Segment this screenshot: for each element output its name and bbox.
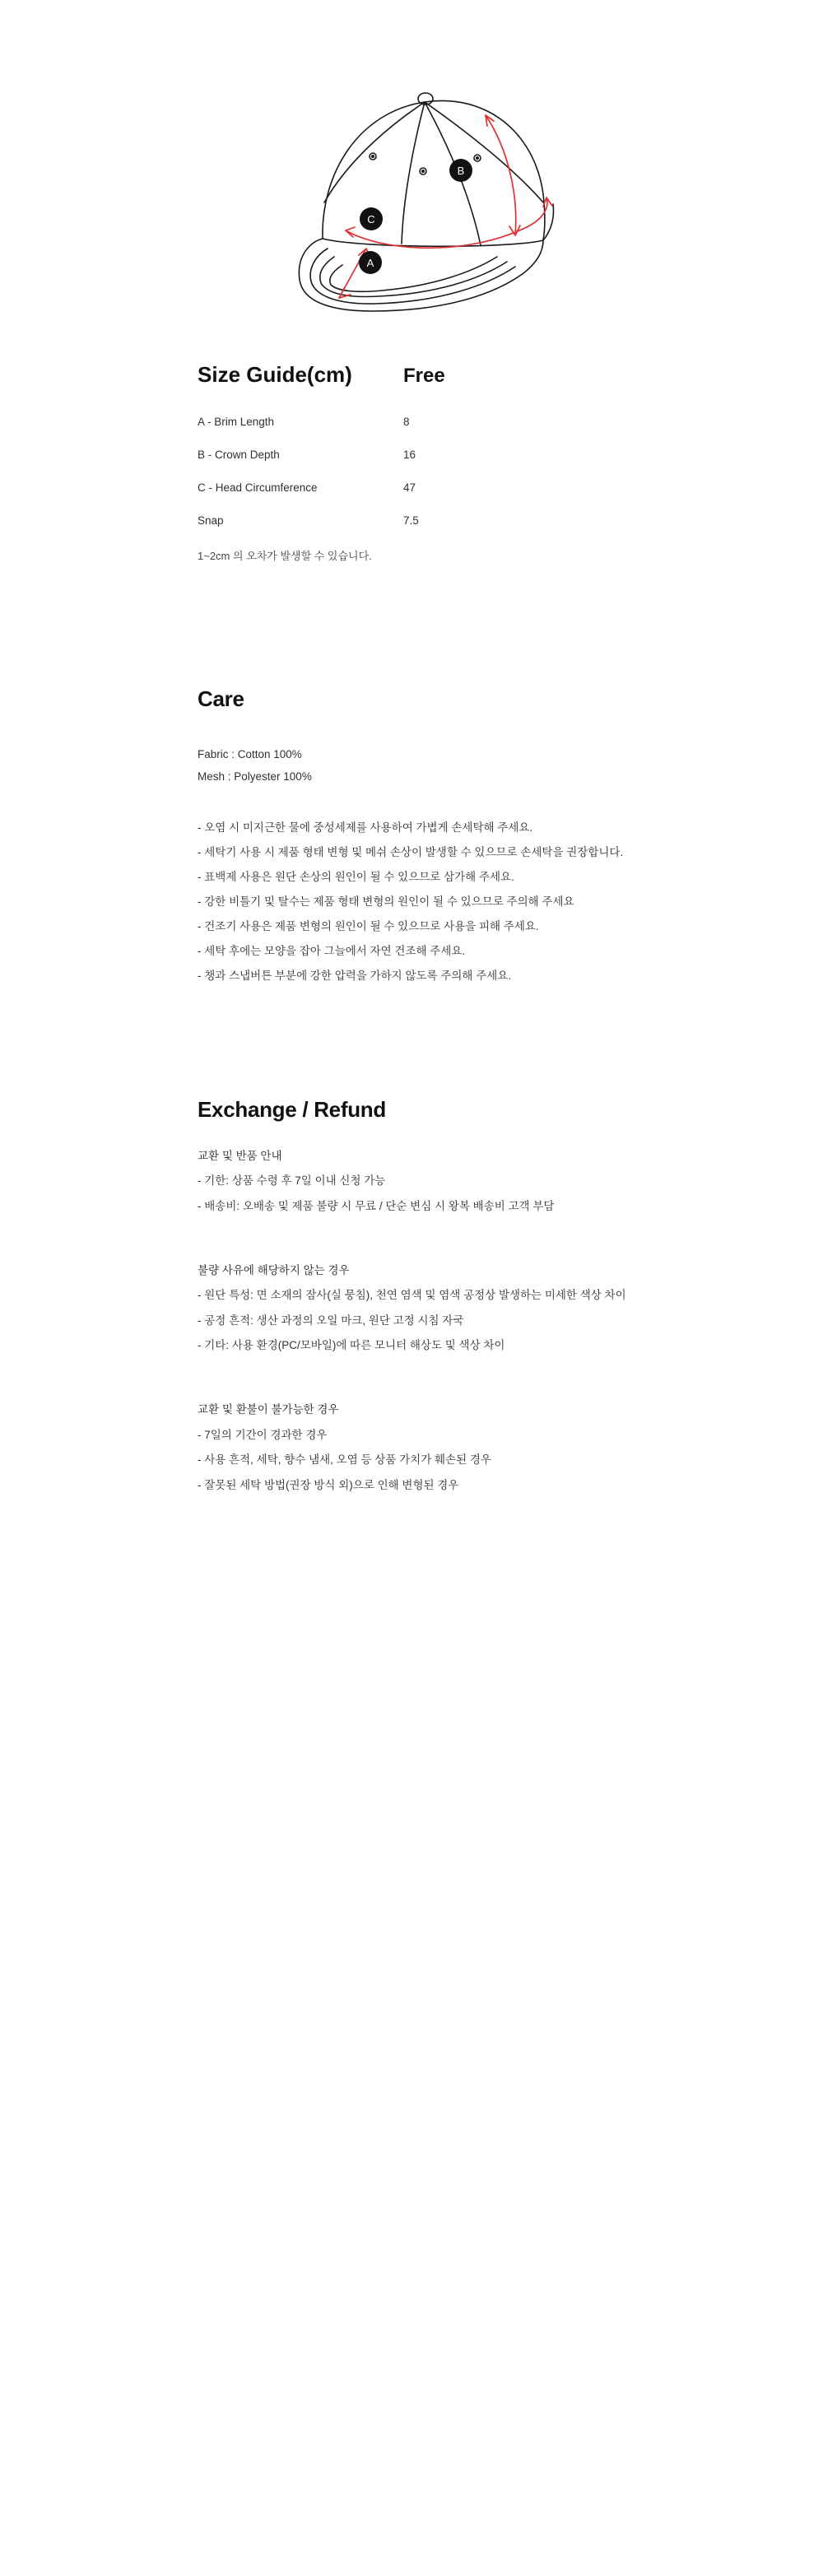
list-item: - 기타: 사용 환경(PC/모바일)에 따른 모니터 해상도 및 색상 차이 — [198, 1339, 505, 1352]
care-materials — [198, 743, 625, 788]
spacer — [198, 1358, 625, 1376]
baseball-cap-measurement-diagram — [198, 33, 625, 313]
table-row — [198, 416, 625, 428]
list-item: - 오염 시 미지근한 물에 중성세제를 사용하여 가볍게 손세탁해 주세요. — [198, 821, 533, 834]
size-guide-table — [198, 416, 625, 527]
svg-text:C: C — [367, 213, 375, 226]
list-item: - 공정 흔적: 생산 과정의 오일 마크, 원단 고정 시침 자국 — [198, 1314, 464, 1327]
care-title: Care — [198, 686, 244, 711]
care-material-mesh: Mesh : Polyester 100% — [198, 770, 312, 783]
exchange-group-not-allowed — [198, 1397, 625, 1498]
table-row — [198, 449, 625, 461]
marker-b — [449, 159, 472, 182]
table-row — [198, 514, 625, 527]
size-row-label: C - Head Circumference — [198, 481, 318, 494]
svg-text:A: A — [366, 257, 374, 269]
size-row-label: A - Brim Length — [198, 416, 275, 428]
list-item: - 원단 특성: 면 소재의 잠사(실 뭉침), 천연 염색 및 염색 공정상 발생하는 미세한 색상 차이 — [198, 1289, 626, 1302]
marker-c — [360, 207, 383, 230]
size-guide-section — [99, 362, 724, 563]
exchange-group-heading: 교환 및 반품 안내 — [198, 1149, 282, 1162]
size-row-value: 7.5 — [403, 514, 419, 527]
list-item: - 강한 비틀기 및 탈수는 제품 형태 변형의 원인이 될 수 있으므로 주의해 주세요 — [198, 895, 574, 908]
exchange-group-not-defect — [198, 1258, 625, 1359]
size-row-label: Snap — [198, 514, 224, 527]
exchange-refund-section — [99, 1097, 724, 1597]
spacer — [198, 1219, 625, 1237]
svg-text:B: B — [457, 165, 465, 177]
list-item: - 잘못된 세탁 방법(권장 방식 외)으로 인해 변형된 경우 — [198, 1478, 459, 1491]
size-row-value: 47 — [403, 481, 416, 494]
care-instruction-list — [198, 816, 625, 988]
list-item: - 챙과 스냅버튼 부분에 강한 압력을 가하지 않도록 주의해 주세요. — [198, 969, 512, 982]
exchange-group-notice — [198, 1144, 625, 1219]
list-item: - 세탁 후에는 모양을 잡아 그늘에서 자연 건조해 주세요. — [198, 944, 466, 957]
exchange-group-heading: 교환 및 환불이 불가능한 경우 — [198, 1403, 339, 1416]
size-guide-header — [198, 362, 625, 388]
list-item: - 기한: 상품 수령 후 7일 이내 신청 가능 — [198, 1174, 386, 1188]
size-row-label: B - Crown Depth — [198, 449, 280, 461]
size-guide-column-free: Free — [403, 365, 445, 387]
list-item: - 표백제 사용은 원단 손상의 원인이 될 수 있으므로 삼가해 주세요. — [198, 870, 514, 883]
size-row-value: 16 — [403, 449, 416, 461]
diagram-section — [0, 0, 823, 313]
size-guide-title: Size Guide(cm) — [198, 362, 352, 387]
exchange-group-heading: 불량 사유에 해당하지 않는 경우 — [198, 1263, 350, 1276]
exchange-refund-title: Exchange / Refund — [198, 1096, 386, 1122]
marker-a — [359, 251, 382, 274]
care-material-fabric: Fabric : Cotton 100% — [198, 748, 302, 760]
table-row — [198, 481, 625, 494]
list-item: - 건조기 사용은 제품 변형의 원인이 될 수 있으므로 사용을 피해 주세요. — [198, 919, 539, 932]
list-item: - 7일의 기간이 경과한 경우 — [198, 1428, 328, 1441]
care-section — [99, 686, 724, 988]
list-item: - 세탁기 사용 시 제품 형태 변형 및 메쉬 손상이 발생할 수 있으므로 손세탁을 권장합니다. — [198, 845, 624, 858]
list-item: - 배송비: 오배송 및 제품 불량 시 무료 / 단순 변심 시 왕복 배송비 고객 부담 — [198, 1199, 555, 1212]
size-guide-note: 1~2cm 의 오차가 발생할 수 있습니다. — [198, 550, 372, 562]
size-row-value: 8 — [403, 416, 410, 428]
list-item: - 사용 흔적, 세탁, 향수 냄새, 오염 등 상품 가치가 훼손된 경우 — [198, 1453, 491, 1467]
